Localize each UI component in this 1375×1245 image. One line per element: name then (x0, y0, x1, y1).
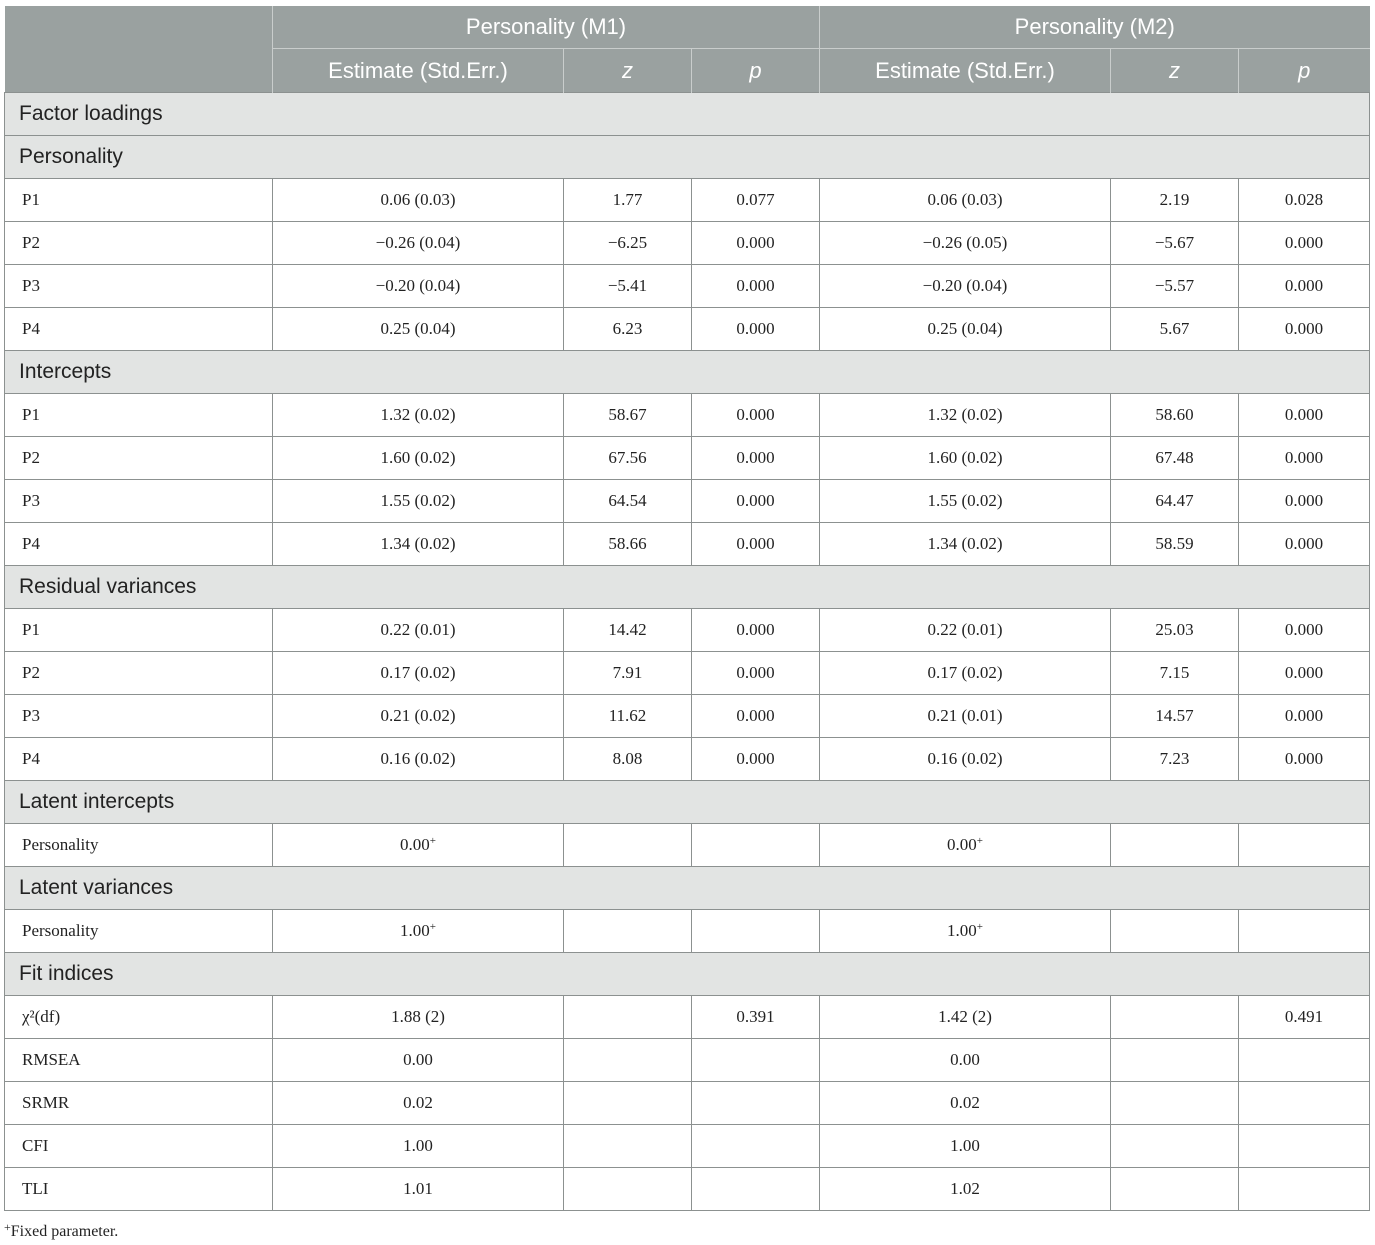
table-cell (1239, 480, 1370, 523)
cell-value: 0.00 (403, 1050, 433, 1069)
cell-value: 0.06 (0.03) (380, 190, 456, 209)
table-row (5, 1125, 1370, 1168)
table-cell (273, 652, 564, 695)
table-cell (1239, 308, 1370, 351)
table-cell (1111, 222, 1239, 265)
results-table-container (4, 6, 1369, 1211)
cell-value: 0.00 (950, 1050, 980, 1069)
table-cell (1239, 652, 1370, 695)
table-cell (273, 523, 564, 566)
cell-value: 0.000 (1284, 276, 1324, 295)
table-cell (692, 824, 820, 867)
cell-value: 7.23 (1159, 749, 1190, 768)
table-cell (564, 308, 692, 351)
table-cell (820, 1039, 1111, 1082)
cell-value: −5.57 (1154, 276, 1195, 295)
cell-value: 0.000 (736, 276, 775, 295)
cell-value: 14.57 (1155, 706, 1194, 725)
table-cell (1239, 1082, 1370, 1125)
table-cell (1111, 609, 1239, 652)
table-cell (692, 265, 820, 308)
table-cell (820, 996, 1111, 1039)
cell-value: 1.55 (0.02) (927, 491, 1003, 510)
table-cell (1111, 1039, 1239, 1082)
table-cell (273, 996, 564, 1039)
cell-value: 8.08 (612, 749, 643, 768)
cell-value: 67.48 (1155, 448, 1194, 467)
table-cell (820, 738, 1111, 781)
table-cell (820, 1125, 1111, 1168)
cell-value: 1.02 (950, 1179, 980, 1198)
table-cell (692, 1039, 820, 1082)
column-header-p-m1: p (692, 49, 820, 93)
section-row (5, 781, 1370, 824)
table-cell (273, 265, 564, 308)
column-header-z-m2: z (1111, 49, 1239, 93)
section-row (5, 93, 1370, 136)
cell-value: 1.88 (2) (391, 1007, 445, 1026)
table-cell (692, 910, 820, 953)
group-header-m1: Personality (M1) (273, 6, 820, 49)
table-cell (692, 609, 820, 652)
table-cell (273, 1125, 564, 1168)
row-label: P2 (5, 222, 273, 265)
footnote-text: Fixed parameter. (10, 1223, 119, 1240)
column-header-p-m2: p (1239, 49, 1370, 93)
table-cell (820, 222, 1111, 265)
cell-value: 0.028 (1284, 190, 1324, 209)
table-row (5, 308, 1370, 351)
section-row (5, 953, 1370, 996)
table-row (5, 738, 1370, 781)
cell-value: 67.56 (608, 448, 647, 467)
cell-value: 0.000 (1284, 663, 1324, 682)
table-cell (273, 222, 564, 265)
section-title: Fit indices (5, 953, 1370, 996)
cell-value: 58.67 (608, 405, 647, 424)
cell-value: 0.491 (1284, 1007, 1324, 1026)
table-cell (273, 480, 564, 523)
table-cell (692, 437, 820, 480)
section-title: Latent intercepts (5, 781, 1370, 824)
table-cell (1111, 1168, 1239, 1211)
row-label: P3 (5, 695, 273, 738)
fixed-parameter-mark: + (976, 835, 983, 847)
table-row (5, 394, 1370, 437)
row-label: SRMR (5, 1082, 273, 1125)
cell-value: 0.000 (1284, 749, 1324, 768)
cell-value: 0.22 (0.01) (927, 620, 1003, 639)
footnote-mark: + (4, 1220, 11, 1234)
cell-value: −6.25 (607, 233, 648, 252)
cell-value: 1.00 (947, 921, 977, 940)
table-cell (1111, 824, 1239, 867)
cell-value: −0.26 (0.05) (922, 233, 1008, 252)
table-cell (1239, 824, 1370, 867)
cell-value: 0.000 (736, 620, 775, 639)
table-cell (1239, 179, 1370, 222)
table-cell (1111, 738, 1239, 781)
table-cell (1239, 523, 1370, 566)
cell-value: 14.42 (608, 620, 647, 639)
table-cell (273, 437, 564, 480)
table-cell (564, 523, 692, 566)
table-cell (564, 738, 692, 781)
table-cell (1111, 652, 1239, 695)
cell-value: 25.03 (1155, 620, 1194, 639)
cell-value: 1.34 (0.02) (380, 534, 456, 553)
table-cell (1239, 222, 1370, 265)
cell-value: 0.21 (0.02) (380, 706, 456, 725)
table-row (5, 1082, 1370, 1125)
cell-value: 0.000 (1284, 448, 1324, 467)
table-cell (1239, 609, 1370, 652)
row-label: P2 (5, 437, 273, 480)
row-label: P3 (5, 265, 273, 308)
table-cell (1239, 265, 1370, 308)
table-cell (1111, 308, 1239, 351)
table-cell (1239, 1039, 1370, 1082)
cell-value: 1.77 (612, 190, 643, 209)
row-label: P1 (5, 394, 273, 437)
table-row (5, 179, 1370, 222)
cell-value: 1.00 (403, 1136, 433, 1155)
cell-value: 64.47 (1155, 491, 1194, 510)
section-title: Latent variances (5, 867, 1370, 910)
fixed-parameter-mark: + (976, 921, 983, 933)
section-title: Factor loadings (5, 93, 1370, 136)
fixed-parameter-mark: + (429, 921, 436, 933)
header-corner (5, 6, 273, 93)
table-cell (820, 437, 1111, 480)
cell-value: 1.00 (950, 1136, 980, 1155)
cell-value: 0.000 (736, 233, 775, 252)
table-cell (1111, 265, 1239, 308)
table-cell (692, 394, 820, 437)
cell-value: 6.23 (612, 319, 643, 338)
cell-value: 0.000 (1284, 620, 1324, 639)
cell-value: 0.25 (0.04) (380, 319, 456, 338)
table-cell (273, 308, 564, 351)
table-cell (1239, 738, 1370, 781)
cell-value: 1.00 (400, 921, 430, 940)
cell-value: −5.67 (1154, 233, 1195, 252)
table-cell (820, 308, 1111, 351)
row-label: P3 (5, 480, 273, 523)
table-cell (1111, 437, 1239, 480)
table-cell (564, 824, 692, 867)
table-cell (273, 179, 564, 222)
cell-value: 58.60 (1155, 405, 1194, 424)
table-cell (692, 652, 820, 695)
table-cell (273, 394, 564, 437)
table-cell (820, 265, 1111, 308)
cell-value: 0.22 (0.01) (380, 620, 456, 639)
cell-value: 1.55 (0.02) (380, 491, 456, 510)
cell-value: 0.391 (736, 1007, 775, 1026)
footnote (4, 1220, 118, 1241)
cell-value: 0.000 (1284, 405, 1324, 424)
table-row (5, 265, 1370, 308)
table-cell (692, 695, 820, 738)
table-cell (273, 824, 564, 867)
row-label: P4 (5, 738, 273, 781)
table-cell (564, 910, 692, 953)
section-title: Intercepts (5, 351, 1370, 394)
cell-value: 58.66 (608, 534, 647, 553)
table-cell (692, 738, 820, 781)
row-label: CFI (5, 1125, 273, 1168)
row-label: Personality (5, 910, 273, 953)
table-cell (1239, 1168, 1370, 1211)
table-row (5, 437, 1370, 480)
table-cell (564, 996, 692, 1039)
table-cell (273, 1168, 564, 1211)
table-cell (692, 523, 820, 566)
table-cell (692, 1125, 820, 1168)
cell-value: 0.000 (1284, 706, 1324, 725)
table-cell (564, 179, 692, 222)
cell-value: 1.34 (0.02) (927, 534, 1003, 553)
section-row (5, 566, 1370, 609)
table-cell (692, 1168, 820, 1211)
cell-value: 1.32 (0.02) (380, 405, 456, 424)
table-cell (1111, 394, 1239, 437)
row-label: P4 (5, 523, 273, 566)
cell-value: 1.32 (0.02) (927, 405, 1003, 424)
cell-value: 0.000 (736, 706, 775, 725)
table-row (5, 222, 1370, 265)
table-row (5, 824, 1370, 867)
table-cell (564, 1082, 692, 1125)
cell-value: 2.19 (1159, 190, 1190, 209)
table-cell (273, 910, 564, 953)
table-cell (1111, 695, 1239, 738)
cell-value: 0.02 (950, 1093, 980, 1112)
cell-value: −0.20 (0.04) (375, 276, 461, 295)
table-row (5, 523, 1370, 566)
cell-value: 0.000 (736, 491, 775, 510)
table-cell (1111, 523, 1239, 566)
table-cell (564, 265, 692, 308)
cell-value: 0.000 (1284, 233, 1324, 252)
cell-value: 0.000 (1284, 319, 1324, 338)
table-cell (692, 179, 820, 222)
table-cell (564, 1125, 692, 1168)
cell-value: 0.000 (1284, 491, 1324, 510)
cell-value: 0.000 (736, 534, 775, 553)
cell-value: 0.17 (0.02) (380, 663, 456, 682)
table-row (5, 1039, 1370, 1082)
table-cell (820, 1168, 1111, 1211)
cell-value: 0.16 (0.02) (380, 749, 456, 768)
fixed-parameter-mark: + (429, 835, 436, 847)
cell-value: 0.06 (0.03) (927, 190, 1003, 209)
cell-value: 0.000 (1284, 534, 1324, 553)
table-cell (820, 523, 1111, 566)
section-row (5, 867, 1370, 910)
table-cell (1111, 179, 1239, 222)
table-cell (564, 1039, 692, 1082)
table-cell (564, 222, 692, 265)
table-cell (564, 394, 692, 437)
table-cell (820, 652, 1111, 695)
results-table (4, 6, 1370, 1211)
cell-value: 7.15 (1159, 663, 1190, 682)
row-label: Personality (5, 824, 273, 867)
cell-value: 0.000 (736, 319, 775, 338)
cell-value: 0.077 (736, 190, 775, 209)
table-cell (820, 695, 1111, 738)
table-cell (692, 480, 820, 523)
table-cell (273, 695, 564, 738)
table-cell (564, 437, 692, 480)
cell-value: 1.42 (2) (938, 1007, 992, 1026)
cell-value: 0.17 (0.02) (927, 663, 1003, 682)
cell-value: 0.000 (736, 749, 775, 768)
row-label: P1 (5, 609, 273, 652)
cell-value: 1.60 (0.02) (927, 448, 1003, 467)
row-label: P4 (5, 308, 273, 351)
table-cell (273, 1082, 564, 1125)
table-cell (820, 824, 1111, 867)
row-label: P2 (5, 652, 273, 695)
table-cell (820, 179, 1111, 222)
cell-value: −5.41 (607, 276, 648, 295)
cell-value: 0.000 (736, 448, 775, 467)
table-row (5, 652, 1370, 695)
table-row (5, 609, 1370, 652)
table-cell (692, 996, 820, 1039)
column-header-z-m1: z (564, 49, 692, 93)
row-label: P1 (5, 179, 273, 222)
section-title: Personality (5, 136, 1370, 179)
table-cell (273, 738, 564, 781)
row-label: χ²(df) (5, 996, 273, 1039)
table-cell (820, 609, 1111, 652)
column-header-estimate-m2: Estimate (Std.Err.) (820, 49, 1111, 93)
group-header-m2: Personality (M2) (820, 6, 1370, 49)
table-row (5, 910, 1370, 953)
cell-value: 1.01 (403, 1179, 433, 1198)
table-cell (1239, 910, 1370, 953)
cell-value: 11.62 (608, 706, 647, 725)
cell-value: 0.21 (0.01) (927, 706, 1003, 725)
table-cell (1111, 910, 1239, 953)
table-cell (1239, 394, 1370, 437)
cell-value: 7.91 (612, 663, 643, 682)
table-cell (1111, 1125, 1239, 1168)
table-cell (564, 652, 692, 695)
cell-value: −0.20 (0.04) (922, 276, 1008, 295)
table-cell (564, 609, 692, 652)
table-cell (1239, 996, 1370, 1039)
cell-value: 1.60 (0.02) (380, 448, 456, 467)
table-cell (1239, 695, 1370, 738)
cell-value: 0.000 (736, 663, 775, 682)
cell-value: 0.25 (0.04) (927, 319, 1003, 338)
cell-value: 0.00 (947, 835, 977, 854)
table-cell (564, 1168, 692, 1211)
table-cell (273, 609, 564, 652)
cell-value: 0.00 (400, 835, 430, 854)
table-body (5, 93, 1370, 1211)
cell-value: 0.000 (736, 405, 775, 424)
column-header-estimate-m1: Estimate (Std.Err.) (273, 49, 564, 93)
table-cell (820, 480, 1111, 523)
row-label: TLI (5, 1168, 273, 1211)
table-cell (1111, 1082, 1239, 1125)
cell-value: −0.26 (0.04) (375, 233, 461, 252)
section-row (5, 351, 1370, 394)
table-cell (273, 1039, 564, 1082)
table-row (5, 996, 1370, 1039)
table-cell (692, 308, 820, 351)
table-cell (1239, 1125, 1370, 1168)
table-cell (692, 1082, 820, 1125)
table-cell (1239, 437, 1370, 480)
table-cell (1111, 996, 1239, 1039)
cell-value: 5.67 (1159, 319, 1190, 338)
section-row (5, 136, 1370, 179)
row-label: RMSEA (5, 1039, 273, 1082)
table-row (5, 480, 1370, 523)
cell-value: 58.59 (1155, 534, 1194, 553)
cell-value: 0.16 (0.02) (927, 749, 1003, 768)
table-row (5, 1168, 1370, 1211)
table-cell (564, 480, 692, 523)
table-cell (820, 394, 1111, 437)
table-header (5, 6, 1370, 93)
table-row (5, 695, 1370, 738)
table-cell (820, 1082, 1111, 1125)
cell-value: 0.02 (403, 1093, 433, 1112)
table-cell (692, 222, 820, 265)
section-title: Residual variances (5, 566, 1370, 609)
table-cell (564, 695, 692, 738)
table-cell (820, 910, 1111, 953)
cell-value: 64.54 (608, 491, 647, 510)
table-cell (1111, 480, 1239, 523)
